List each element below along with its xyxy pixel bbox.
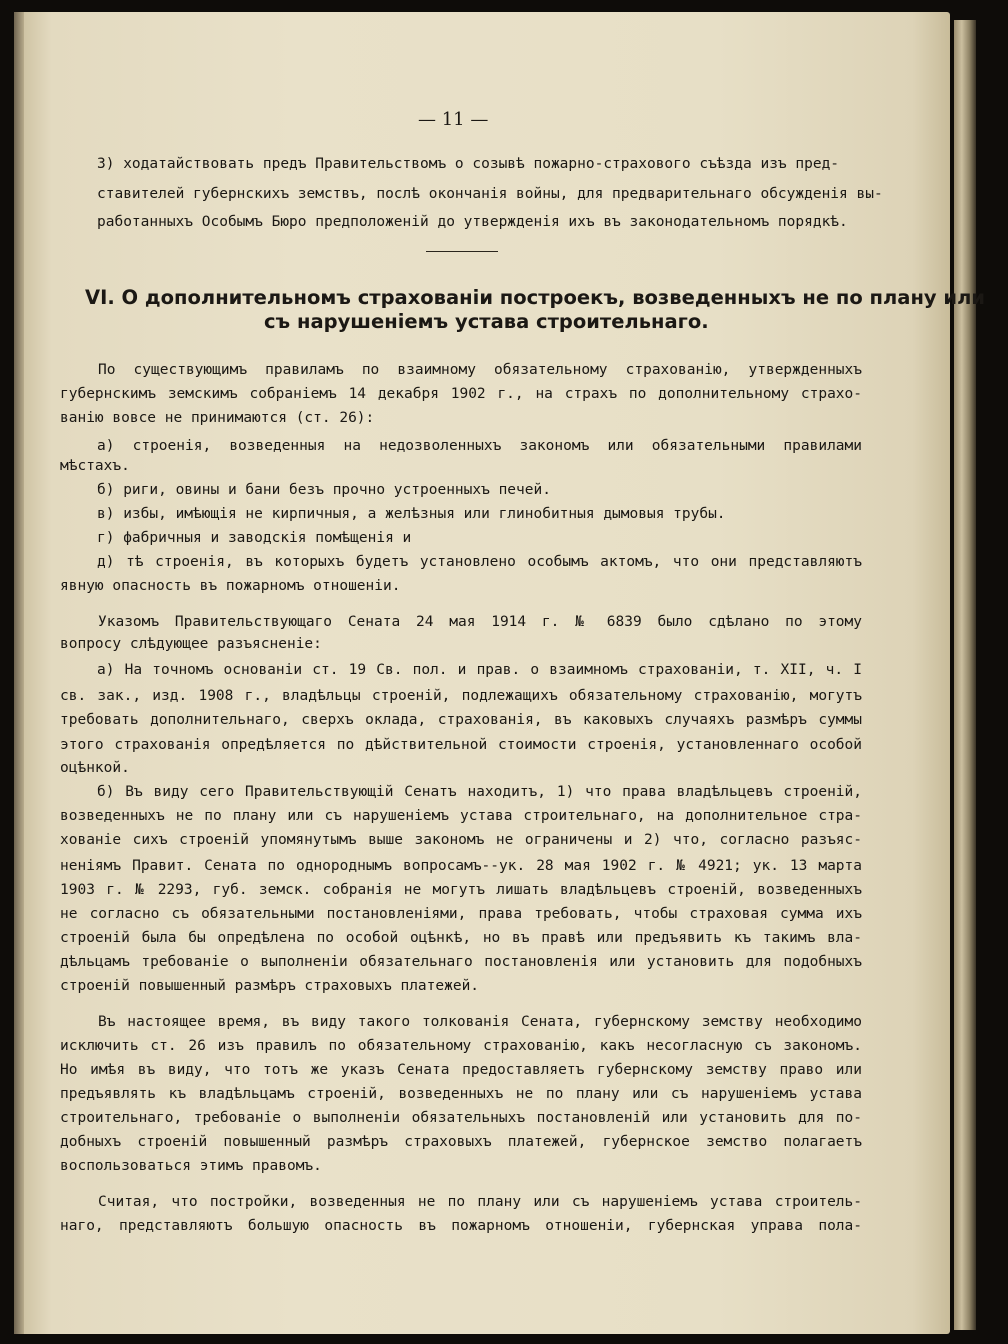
text-line: 3) ходатайствовать предъ Правительствомъ о созывѣ пожарно-страхового съѣзда изъ пред- [97, 156, 840, 172]
section-title: VI. О дополнительномъ страхованіи построекъ, возведенныхъ не по плану или [85, 286, 986, 309]
text-line: наго, представляютъ большую опасность въ пожарномъ отношеніи, губернская управа пола- [60, 1218, 862, 1234]
text-line: а) На точномъ основаніи ст. 19 Св. пол. и прав. о взаимномъ страхованіи, т. XII, ч. I [97, 662, 862, 678]
text-line: неніямъ Правит. Сената по однороднымъ вопросамъ--ук. 28 мая 1902 г. № 4921; ук. 13 марта [60, 858, 862, 874]
text-line: воспользоваться этимъ правомъ. [60, 1158, 322, 1174]
section-title: съ нарушеніемъ устава строительнаго. [264, 310, 709, 333]
page-stack-edge [954, 20, 976, 1330]
text-line: строеній повышенный размѣръ страховыхъ платежей. [60, 978, 480, 994]
text-line: г) фабричныя и заводскія помѣщенія и [97, 530, 412, 546]
text-line: б) риги, овины и бани безъ прочно устроенныхъ печей. [97, 482, 551, 498]
text-line: Указомъ Правительствующаго Сената 24 мая 1914 г. № 6839 было сдѣлано по этому [98, 614, 862, 630]
text-line: предъявлять къ владѣльцамъ строеній, возведенныхъ не по плану или съ нарушеніемъ устава [60, 1086, 862, 1102]
text-line: явную опасность въ пожарномъ отношеніи. [60, 578, 401, 594]
text-line: оцѣнкой. [60, 760, 130, 776]
text-line: исключить ст. 26 изъ правилъ по обязательному страхованію, какъ несогласную съ закономъ. [60, 1038, 862, 1054]
text-line: б) Въ виду сего Правительствующій Сенатъ находитъ, 1) что права владѣльцевъ строеній, [97, 784, 862, 800]
text-line: требовать дополнительнаго, сверхъ оклада, страхованія, въ каковыхъ случаяхъ размѣръ суммы [60, 712, 862, 728]
text-line: в) избы, имѣющія не кирпичныя, а желѣзныя или глинобитныя дымовыя трубы. [97, 506, 726, 522]
text-line: 1903 г. № 2293, губ. земск. собранія не могутъ лишать владѣльцевъ строеній, возведенныхъ [60, 882, 862, 898]
text-line: Но имѣя въ виду, что тотъ же указъ Сената предоставляетъ губернскому земству право или [60, 1062, 862, 1078]
text-line: губернскимъ земскимъ собраніемъ 14 декабря 1902 г., на страхъ по дополнительному страхо- [60, 386, 862, 402]
text-line: не согласно съ обязательными постановленіями, права требовать, чтобы страховая сумма ихъ [60, 906, 862, 922]
text-line: строительнаго, требованіе о выполненіи обязательныхъ постановленій или установить для по- [60, 1110, 862, 1126]
text-line: По существующимъ правиламъ по взаимному обязательному страхованію, утвержденныхъ [98, 362, 862, 378]
text-line: Въ настоящее время, въ виду такого толкованія Сената, губернскому земству необходимо [98, 1014, 862, 1030]
text-line: ставителей губернскихъ земствъ, послѣ окончанія войны, для предварительнаго обсужденія вы- [97, 186, 883, 202]
text-line: св. зак., изд. 1908 г., владѣльцы строеній, подлежащихъ обязательному страхованію, могутъ [60, 688, 862, 704]
text-line: хованіе сихъ строеній упомянутымъ выше закономъ не ограничены и 2) что, согласно разъяс- [60, 832, 862, 848]
text-line: работанныхъ Особымъ Бюро предположеній до утвержденія ихъ въ законодательномъ порядкѣ. [97, 214, 848, 230]
text-line: ванію вовсе не принимаются (ст. 26): [60, 410, 375, 426]
text-line: этого страхованія опредѣляется по дѣйствительной стоимости строенія, установленнаго особой [60, 737, 862, 753]
section-divider [426, 251, 498, 252]
text-line: дѣльцамъ требованіе о выполненіи обязательнаго постановленія или установить для подобныхъ [60, 954, 862, 970]
text-line: д) тѣ строенія, въ которыхъ будетъ установлено особымъ актомъ, что они представляютъ [97, 554, 862, 570]
text-line: строеній была бы опредѣлена по особой оцѣнкѣ, но въ правѣ или предъявить къ такимъ вла- [60, 930, 862, 946]
page-number: — 11 — [418, 109, 489, 130]
text-line: мѣстахъ. [60, 458, 130, 474]
book-binding-edge [14, 12, 24, 1334]
text-line: возведенныхъ не по плану или съ нарушеніемъ устава строительнаго, на дополнительное стра- [60, 808, 862, 824]
text-line: а) строенія, возведенныя на недозволенныхъ закономъ или обязательными правилами [97, 438, 862, 454]
text-line: вопросу слѣдующее разъясненіе: [60, 636, 322, 652]
text-line: добныхъ строеній повышенный размѣръ страховыхъ платежей, губернское земство полагаетъ [60, 1134, 862, 1150]
text-line: Считая, что постройки, возведенныя не по плану или съ нарушеніемъ устава строитель- [98, 1194, 862, 1210]
